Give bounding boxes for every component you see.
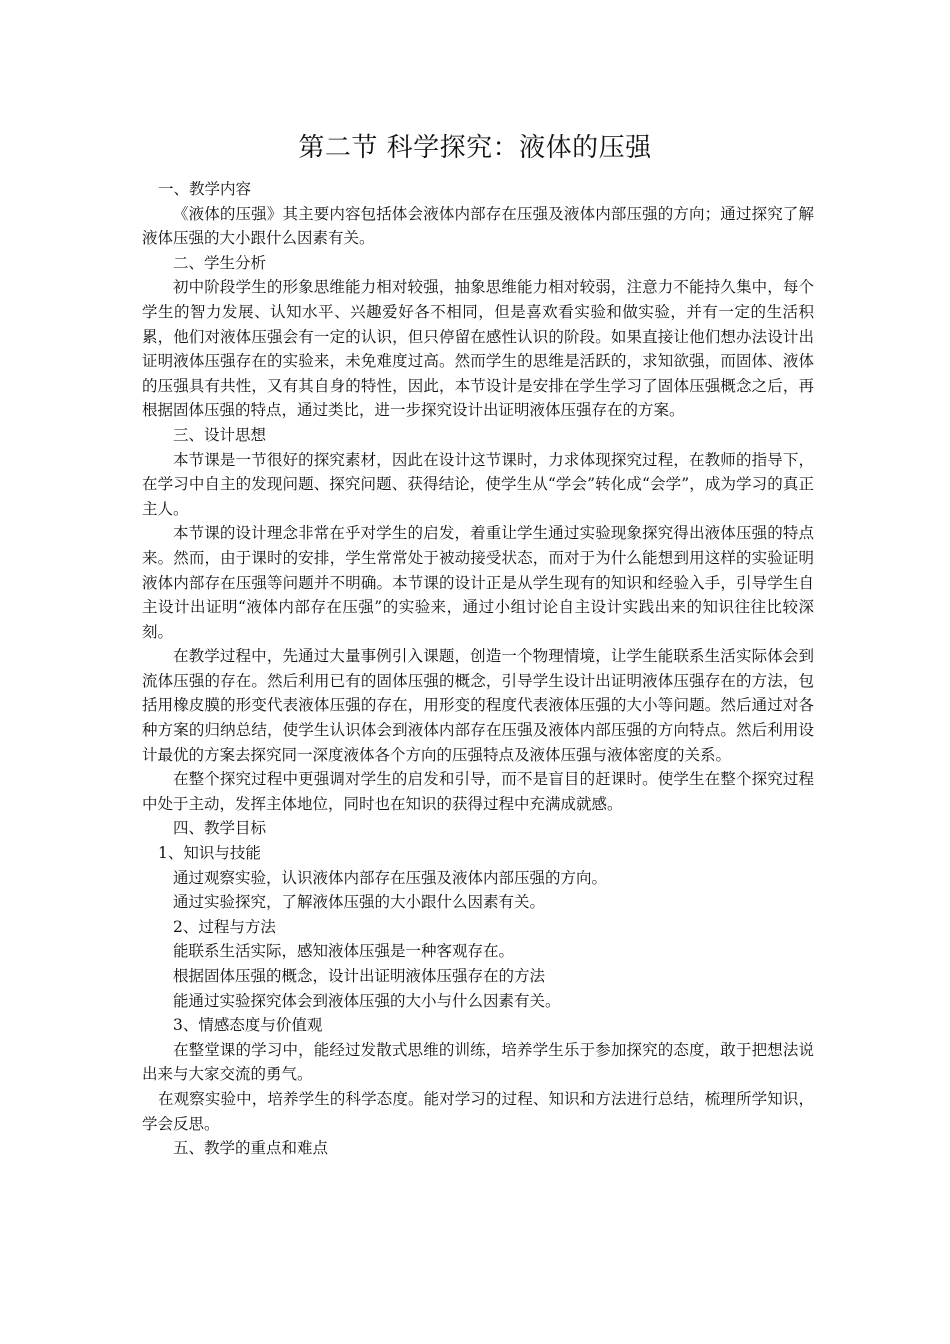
heading-design-thinking: 三、设计思想: [173, 425, 267, 444]
paragraph-design-3: 在教学过程中，先通过大量事例引入课题，创造一个物理情境，让学生能联系生活实际体会到流体压强的存在。然后利用已有的固体压强的概念，引导学生设计出证明液体压强存在的方法，包括用橡皮膜的形变代表液体压强的存在，用形变的程度代表液体压强的大小等问题。然后通过对各种方案的归纳总结，使学生认识体会到液体内部存在压强及液体内部压强的方向特点。然后利用设计最优的方案去探究同一深度液体各个方向的压强特点及液体压强与液体密度的关系。: [142, 647, 814, 764]
goal-item: 通过观察实验，认识液体内部存在压强及液体内部压强的方向。: [173, 868, 608, 887]
paragraph-design-4: 在整个探究过程中更强调对学生的启发和引导，而不是盲目的赶课时。使学生在整个探究过程中处于主动，发挥主体地位，同时也在知识的获得过程中充满成就感。: [142, 770, 814, 813]
goal-item: 能联系生活实际，感知液体压强是一种客观存在。: [173, 942, 515, 961]
goal-item: 能通过实验探究体会到液体压强的大小与什么因素有关。: [173, 991, 561, 1010]
paragraph-design-2: 本节课的设计理念非常在乎对学生的启发，着重让学生通过实验现象探究得出液体压强的特点来。然而，由于课时的安排，学生常常处于被动接受状态，而对于为什么能想到用这样的实验证明液体内部存在压强等问题并不明确。本节课的设计正是从学生现有的知识和经验入手，引导学生自主设计出证明“液体内部存在压强”的实验来，通过小组讨论自主设计实践出来的知识往往比较深刻。: [142, 524, 814, 641]
subheading-knowledge-skills: 1、知识与技能: [158, 844, 261, 863]
paragraph-teaching-content: 《液体的压强》其主要内容包括体会液体内部存在压强及液体内部压强的方向；通过探究了解液体压强的大小跟什么因素有关。: [142, 204, 814, 248]
goal-item: 在整堂课的学习中，能经过发散式思维的训练，培养学生乐于参加探究的态度，敢于把想法说出来与大家交流的勇气。: [142, 1040, 814, 1084]
heading-key-difficult-points: 五、教学的重点和难点: [173, 1139, 329, 1158]
document-body: [142, 177, 814, 1161]
goal-item: 通过实验探究，了解液体压强的大小跟什么因素有关。: [173, 893, 546, 912]
subheading-process-method: 2、过程与方法: [173, 917, 276, 936]
heading-teaching-content: 一、教学内容: [158, 180, 252, 198]
document-title: 第二节 科学探究：液体的压强: [298, 133, 652, 163]
paragraph-student-analysis: 初中阶段学生的形象思维能力相对较强，抽象思维能力相对较弱，注意力不能持久集中，每个学生的智力发展、认知水平、兴趣爱好各不相同，但是喜欢看实验和做实验，并有一定的生活积累，他们对液体压强会有一定的认识，但只停留在感性认识的阶段。如果直接让他们想办法设计出证明液体压强存在的实验来，未免难度过高。然而学生的思维是活跃的，求知欲强，而固体、液体的压强具有共性，又有其自身的特性，因此，本节设计是安排在学生学习了固体压强概念之后，再根据固体压强的特点，通过类比，进一步探究设计出证明液体压强存在的方案。: [142, 278, 814, 420]
heading-student-analysis: 二、学生分析: [173, 253, 267, 272]
goal-item: 根据固体压强的概念，设计出证明液体压强存在的方法: [173, 967, 546, 985]
heading-teaching-goals: 四、教学目标: [173, 819, 267, 838]
paragraph-design-1: 本节课是一节很好的探究素材，因此在设计这节课时，力求体现探究过程，在教师的指导下，在学习中自主的发现问题、探究问题、获得结论，使学生从“学会”转化成“会学”，成为学习的真正主人。: [142, 450, 814, 518]
subheading-attitude-values: 3、情感态度与价值观: [173, 1016, 323, 1035]
goal-item: 在观察实验中，培养学生的科学态度。能对学习的过程、知识和方法进行总结，梳理所学知识，学会反思。: [142, 1089, 814, 1133]
